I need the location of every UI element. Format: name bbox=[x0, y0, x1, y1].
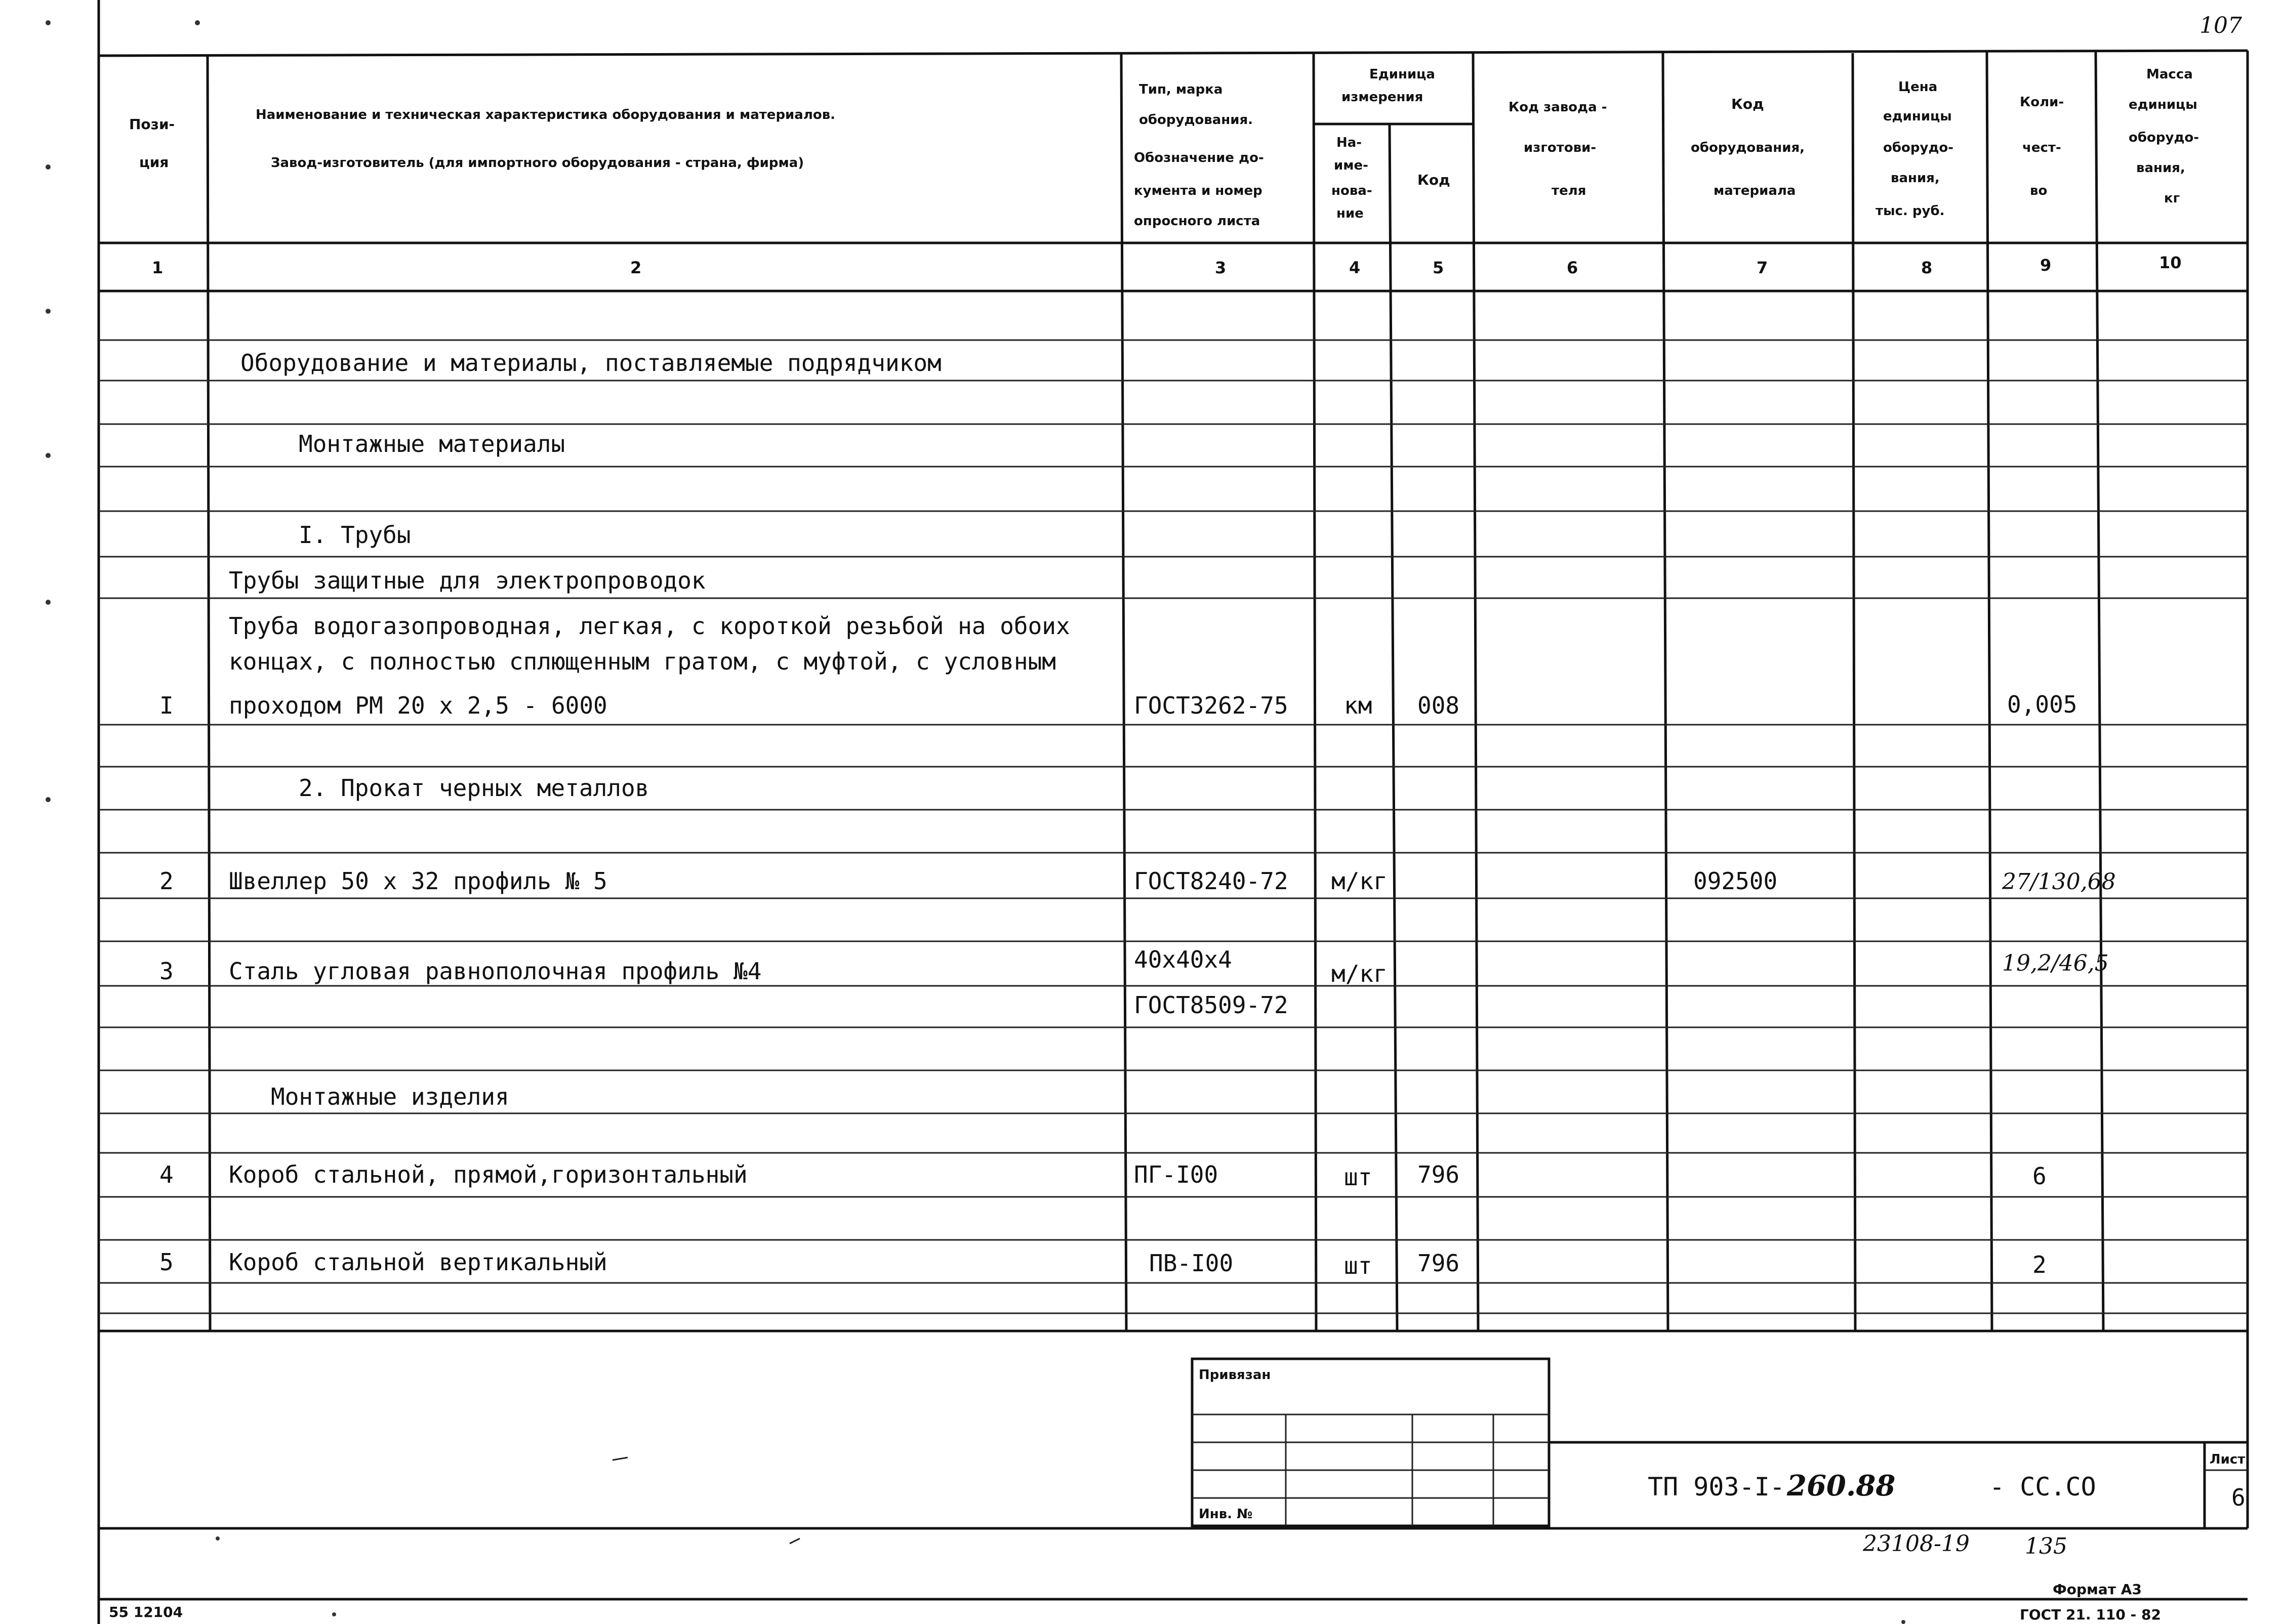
footer-left-code: 55 12104 bbox=[109, 1604, 183, 1620]
item3-name: Сталь угловая равнополочная профиль №4 bbox=[229, 957, 762, 985]
pipe-description-line2: концах, с полностью сплющенным гратом, с муфтой, с условным bbox=[229, 648, 1056, 675]
item2-document: ГОСТ8240-72 bbox=[1134, 867, 1288, 895]
col-number: 9 bbox=[2040, 256, 2052, 275]
item4-name: Короб стальной, прямой,горизонтальный bbox=[229, 1161, 748, 1188]
corner-page-mark: 107 bbox=[2199, 13, 2242, 38]
document-code-prefix: ТП 903-I- bbox=[1648, 1472, 1785, 1502]
header-col3-line2: оборудования. bbox=[1139, 112, 1253, 128]
header-col8-line5: тыс. руб. bbox=[1876, 203, 1945, 219]
pipe-description-line1: Труба водогазопроводная, легкая, с короткой резьбой на обоих bbox=[229, 612, 1070, 640]
header-col9-line2: чест- bbox=[2022, 140, 2061, 155]
item4-unit-code: 796 bbox=[1417, 1161, 1460, 1188]
item3-unit: м/кг bbox=[1331, 960, 1388, 987]
header-col8-line3: оборудо- bbox=[1883, 140, 1954, 155]
footer bbox=[109, 1581, 2161, 1623]
table-header bbox=[129, 67, 2199, 229]
item2-unit: м/кг bbox=[1331, 867, 1388, 895]
privyazan-label: Привязан bbox=[1199, 1367, 1271, 1383]
section-title-pipes: I. Трубы bbox=[299, 521, 411, 549]
col-number: 7 bbox=[1757, 258, 1768, 277]
item4-unit: шт bbox=[1344, 1163, 1372, 1191]
header-col10-line4: вания, bbox=[2136, 160, 2185, 176]
item5-name: Короб стальной вертикальный bbox=[229, 1248, 607, 1276]
header-col3-line4: кумента и номер bbox=[1134, 183, 1262, 198]
group-title-pipes: Трубы защитные для электропроводок bbox=[229, 567, 706, 594]
title-block bbox=[1192, 1359, 2248, 1528]
item5-quantity: 2 bbox=[2032, 1251, 2047, 1278]
item4-quantity: 6 bbox=[2032, 1162, 2047, 1190]
item1-position: I bbox=[159, 692, 174, 719]
item1-unit-code: 008 bbox=[1417, 692, 1460, 719]
item2-position: 2 bbox=[159, 867, 174, 895]
header-col1-line1: Пози- bbox=[129, 116, 175, 133]
col-number: 4 bbox=[1349, 258, 1361, 277]
header-col2-line2: Завод-изготовитель (для импортного оборудования - страна, фирма) bbox=[271, 155, 804, 171]
section-title-mount-items: Монтажные изделия bbox=[271, 1083, 509, 1110]
item3-quantity: 19,2/46,5 bbox=[2002, 950, 2109, 976]
document-code-suffix: - СС.СО bbox=[1989, 1472, 2096, 1502]
item3-document: ГОСТ8509-72 bbox=[1134, 991, 1288, 1019]
scan-marks bbox=[46, 20, 1905, 1624]
section-title-mount-materials: Монтажные материалы bbox=[299, 430, 565, 457]
header-col2-line1: Наименование и техническая характеристика оборудования и материалов. bbox=[256, 107, 836, 122]
inventory-number-label: Инв. № bbox=[1199, 1507, 1253, 1522]
column-numbers-row bbox=[152, 253, 2182, 277]
section-title-metal: 2. Прокат черных металлов bbox=[299, 774, 649, 802]
item5-document: ПВ-I00 bbox=[1149, 1250, 1234, 1277]
header-col7-line1: Код bbox=[1731, 96, 1764, 112]
item5-unit: шт bbox=[1344, 1252, 1372, 1279]
header-col10-line1: Масса bbox=[2146, 67, 2193, 82]
col-number: 5 bbox=[1433, 258, 1444, 277]
item5-unit-code: 796 bbox=[1417, 1250, 1460, 1277]
document-code-handwritten: 260.88 bbox=[1787, 1469, 1896, 1503]
item3-position: 3 bbox=[159, 957, 174, 985]
col-number: 6 bbox=[1567, 258, 1578, 277]
header-col3-line3: Обозначение до- bbox=[1134, 150, 1264, 165]
item3-size: 40х40х4 bbox=[1134, 946, 1232, 973]
format-label: Формат А3 bbox=[2053, 1581, 2142, 1598]
item2-quantity: 27/130,68 bbox=[2002, 869, 2116, 895]
gost-label: ГОСТ 21. 110 - 82 bbox=[2020, 1606, 2161, 1623]
header-col6-line2: изготови- bbox=[1524, 140, 1597, 155]
header-col6-line1: Код завода - bbox=[1509, 100, 1607, 115]
table-frame bbox=[99, 0, 2248, 1624]
col-number: 8 bbox=[1921, 258, 1933, 277]
header-col4-line4: ние bbox=[1336, 206, 1364, 221]
col-number: 2 bbox=[630, 258, 642, 277]
header-col4-line1: На- bbox=[1336, 135, 1362, 150]
table-body bbox=[159, 349, 2116, 1279]
section-title-main: Оборудование и материалы, поставляемые подрядчиком bbox=[240, 349, 942, 377]
header-col3-line1: Тип, марка bbox=[1139, 82, 1223, 97]
registry-number: 23108-19 bbox=[1863, 1531, 1970, 1557]
col-number: 1 bbox=[152, 258, 164, 277]
sheet-label: Лист bbox=[2210, 1452, 2246, 1467]
header-col8-line2: единицы bbox=[1883, 109, 1952, 124]
col-number: 3 bbox=[1215, 258, 1227, 277]
header-col10-line3: оборудо- bbox=[2129, 130, 2199, 145]
header-col9-line1: Коли- bbox=[2020, 95, 2064, 110]
sheet-number: 6 bbox=[2231, 1484, 2246, 1511]
item2-material-code: 092500 bbox=[1693, 867, 1778, 895]
col-number: 10 bbox=[2159, 253, 2182, 272]
header-col9-line3: во bbox=[2030, 183, 2048, 198]
header-col3-line5: опросного листа bbox=[1134, 214, 1260, 229]
item2-name: Швеллер 50 х 32 профиль № 5 bbox=[229, 867, 607, 895]
item4-position: 4 bbox=[159, 1161, 174, 1188]
header-col10-line5: кг bbox=[2164, 191, 2180, 206]
header-col7-line2: оборудования, bbox=[1691, 140, 1805, 155]
header-unit-group-line2: измерения bbox=[1341, 90, 1423, 105]
item1-quantity: 0,005 bbox=[2007, 691, 2077, 718]
header-col8-line4: вания, bbox=[1891, 171, 1940, 186]
registry-page: 135 bbox=[2025, 1533, 2067, 1559]
item5-position: 5 bbox=[159, 1248, 174, 1276]
header-col10-line2: единицы bbox=[2129, 97, 2197, 112]
header-col8-line1: Цена bbox=[1898, 79, 1938, 95]
item1-unit: км bbox=[1344, 692, 1372, 719]
header-col4-line2: име- bbox=[1334, 158, 1368, 173]
header-col7-line3: материала bbox=[1714, 183, 1796, 198]
header-col5: Код bbox=[1417, 172, 1450, 188]
header-col6-line3: теля bbox=[1552, 183, 1586, 198]
item4-document: ПГ-I00 bbox=[1134, 1161, 1218, 1188]
header-col4-line3: нова- bbox=[1331, 183, 1372, 198]
header-unit-group-line1: Единица bbox=[1369, 67, 1435, 82]
header-col1-line2: ция bbox=[139, 154, 169, 171]
item1-document: ГОСТ3262-75 bbox=[1134, 692, 1288, 719]
item1-name: проходом РМ 20 х 2,5 - 6000 bbox=[229, 692, 607, 719]
